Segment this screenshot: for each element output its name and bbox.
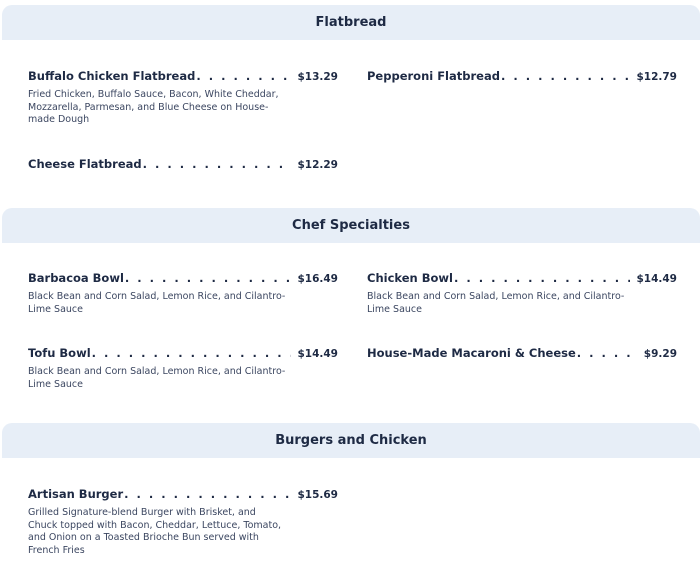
section-header-chef-specialties <box>2 208 700 243</box>
item-description: Black Bean and Corn Salad, Lemon Rice, and Cilantro-Lime Sauce <box>367 291 625 315</box>
dot-leader <box>196 69 291 83</box>
dot-leader <box>577 346 638 360</box>
dot-leader <box>454 271 631 285</box>
dot-leader <box>501 69 631 83</box>
menu-item-pepperoni-flatbread[interactable] <box>367 69 677 85</box>
dot-leader <box>124 487 291 501</box>
item-name: Cheese Flatbread <box>28 157 142 171</box>
item-name: Pepperoni Flatbread <box>367 69 500 83</box>
dot-leader <box>92 346 292 360</box>
item-price: $14.49 <box>297 348 338 360</box>
item-name: House-Made Macaroni & Cheese <box>367 346 576 360</box>
item-price: $15.69 <box>297 489 338 501</box>
menu-item-tofu-bowl[interactable] <box>28 346 338 391</box>
menu-item-chicken-bowl[interactable] <box>367 271 677 316</box>
item-price: $9.29 <box>643 348 677 360</box>
item-name: Chicken Bowl <box>367 271 453 285</box>
item-price: $13.29 <box>297 71 338 83</box>
item-price: $12.29 <box>297 159 338 171</box>
item-price: $12.79 <box>636 71 677 83</box>
item-description: Fried Chicken, Buffalo Sauce, Bacon, White Cheddar, Mozzarella, Parmesan, and Blue Cheese on House-made Dough <box>28 89 279 125</box>
item-description: Black Bean and Corn Salad, Lemon Rice, and Cilantro-Lime Sauce <box>28 366 286 390</box>
item-name: Buffalo Chicken Flatbread <box>28 69 196 83</box>
item-price: $14.49 <box>636 273 677 285</box>
section-header-flatbread <box>2 5 700 40</box>
menu-item-macaroni-cheese[interactable] <box>367 346 677 362</box>
item-description: Grilled Signature-blend Burger with Brisket, and Chuck topped with Bacon, Cheddar, Lettuce, Tomato, and Onion on a Toasted Brioche Bun served with French Fries <box>28 507 282 556</box>
dot-leader <box>125 271 292 285</box>
item-name: Artisan Burger <box>28 487 124 501</box>
menu-item-barbacoa-bowl[interactable] <box>28 271 338 316</box>
dot-leader <box>143 157 292 171</box>
section-title: Burgers and Chicken <box>275 433 427 448</box>
section-title: Chef Specialties <box>292 218 410 233</box>
menu-item-artisan-burger[interactable] <box>28 487 338 557</box>
menu-item-buffalo-chicken-flatbread[interactable] <box>28 69 338 127</box>
section-header-burgers-chicken <box>2 423 700 458</box>
menu-item-cheese-flatbread[interactable] <box>28 157 338 173</box>
item-price: $16.49 <box>297 273 338 285</box>
section-title: Flatbread <box>315 15 387 30</box>
item-description: Black Bean and Corn Salad, Lemon Rice, and Cilantro-Lime Sauce <box>28 291 286 315</box>
item-name: Barbacoa Bowl <box>28 271 124 285</box>
item-name: Tofu Bowl <box>28 346 91 360</box>
